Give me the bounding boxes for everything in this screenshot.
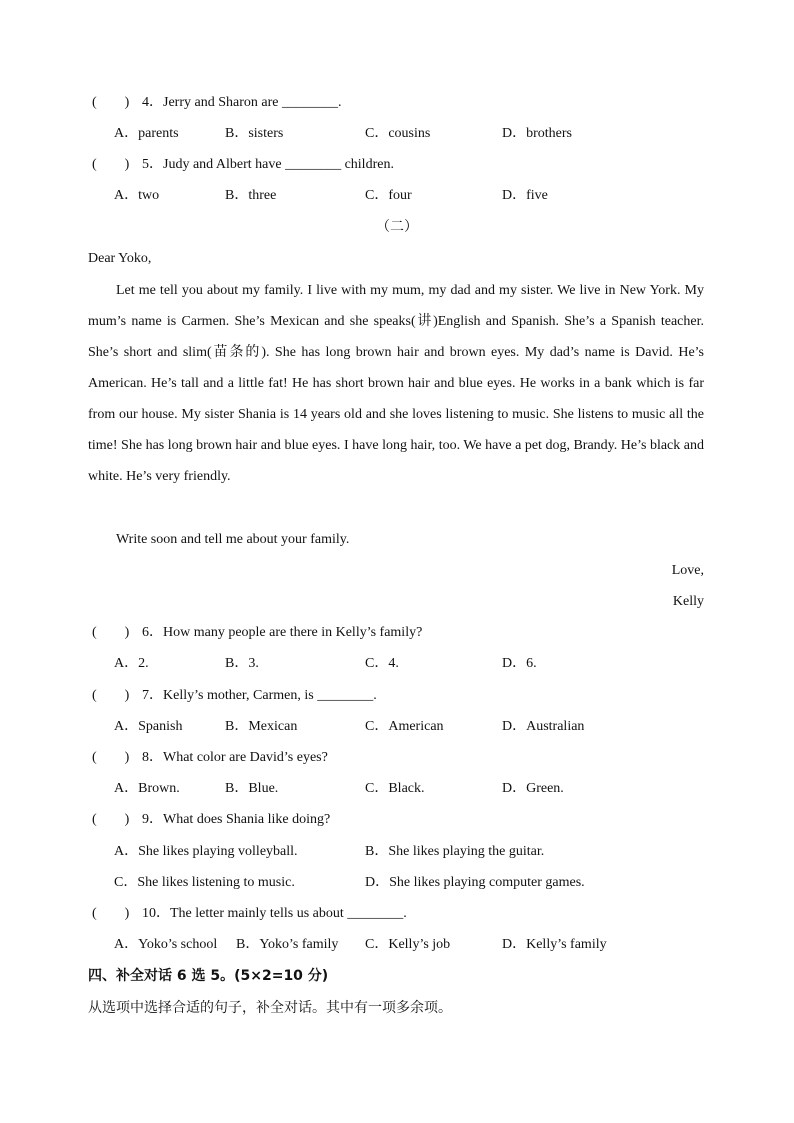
question-6 (92, 623, 422, 643)
question-7 (92, 686, 377, 706)
q8-option-d: D．Green. (502, 781, 564, 796)
question-stem: 6．How many people are there in Kelly’s family? (142, 625, 423, 640)
section-four-instruction: 从选项中选择合适的句子，补全对话。其中有一项多余项。 (88, 1000, 452, 1016)
question-4 (92, 93, 341, 113)
question-stem: 5．Judy and Albert have ________ children. (142, 157, 394, 172)
answer-blank[interactable]: ( ) (92, 750, 130, 765)
q6-option-b: B．3. (225, 656, 259, 671)
q4-option-c: C．cousins (365, 126, 431, 141)
q7-option-d: D．Australian (502, 719, 585, 734)
q9-option-b: B．She likes playing the guitar. (365, 844, 545, 859)
answer-blank[interactable]: ( ) (92, 812, 130, 827)
letter-signoff: Love, (671, 563, 704, 578)
q4-option-d: D．brothers (502, 126, 572, 141)
q6-option-c: C．4. (365, 656, 399, 671)
q7-option-a: A．Spanish (114, 719, 183, 734)
q10-option-d: D．Kelly’s family (502, 937, 607, 952)
letter-signature: Kelly (672, 594, 704, 609)
q9-option-d: D．She likes playing computer games. (365, 875, 585, 890)
section-two-heading: （二） (376, 219, 418, 235)
question-stem: 8．What color are David’s eyes? (142, 750, 328, 765)
q4-option-b: B．sisters (225, 126, 284, 141)
q6-option-a: A．2. (114, 656, 149, 671)
q8-option-a: A．Brown. (114, 781, 180, 796)
q5-option-b: B．three (225, 188, 277, 203)
q5-option-a: A．two (114, 188, 160, 203)
question-8 (92, 748, 328, 768)
question-stem: 4．Jerry and Sharon are ________. (142, 95, 342, 110)
question-stem: 9．What does Shania like doing? (142, 812, 331, 827)
question-9 (92, 810, 330, 830)
section-four-heading: 四、补全对话 6 选 5。(5×2=10 分) (88, 968, 329, 984)
q5-option-d: D．five (502, 188, 548, 203)
q9-option-c: C．She likes listening to music. (114, 875, 295, 890)
answer-blank[interactable]: ( ) (92, 157, 130, 172)
q8-option-b: B．Blue. (225, 781, 279, 796)
answer-blank[interactable]: ( ) (92, 906, 130, 921)
answer-blank[interactable]: ( ) (92, 688, 130, 703)
answer-blank[interactable]: ( ) (92, 95, 130, 110)
letter-greeting: Dear Yoko, (88, 251, 152, 266)
q8-option-c: C．Black. (365, 781, 425, 796)
letter-closing-line: Write soon and tell me about your family. (116, 532, 350, 547)
q10-option-c: C．Kelly’s job (365, 937, 451, 952)
answer-blank[interactable]: ( ) (92, 625, 130, 640)
q4-option-a: A．parents (114, 126, 179, 141)
q7-option-c: C．American (365, 719, 444, 734)
question-stem: 10．The letter mainly tells us about ________. (142, 906, 407, 921)
q6-option-d: D．6. (502, 656, 537, 671)
q7-option-b: B．Mexican (225, 719, 298, 734)
q10-option-a: A．Yoko’s school (114, 937, 218, 952)
q10-option-b: B．Yoko’s family (236, 937, 339, 952)
question-stem: 7．Kelly’s mother, Carmen, is ________. (142, 688, 377, 703)
q5-option-c: C．four (365, 188, 412, 203)
question-5 (92, 155, 394, 175)
letter-body: Let me tell you about my family. I live with my mum, my dad and my sister. We live in New York. My mum’s name is Carmen. She’s Mexican and she speaks(讲)English and Spanish. She’s a Spanish teacher. She’s short and slim(苗条的). She has long brown hair and brown eyes. My dad’s name is David. He’s American. He’s tall and a little fat! He has short brown hair and blue eyes. He works in a bank which is far from our house. My sister Shania is 14 years old and she loves listening to music. She listens to music all the time! She has long brown hair and blue eyes. I have long hair, too. We have a pet dog, Brandy. He’s black and white. He’s very friendly. (88, 283, 704, 484)
q9-option-a: A．She likes playing volleyball. (114, 844, 298, 859)
question-10 (92, 904, 407, 924)
